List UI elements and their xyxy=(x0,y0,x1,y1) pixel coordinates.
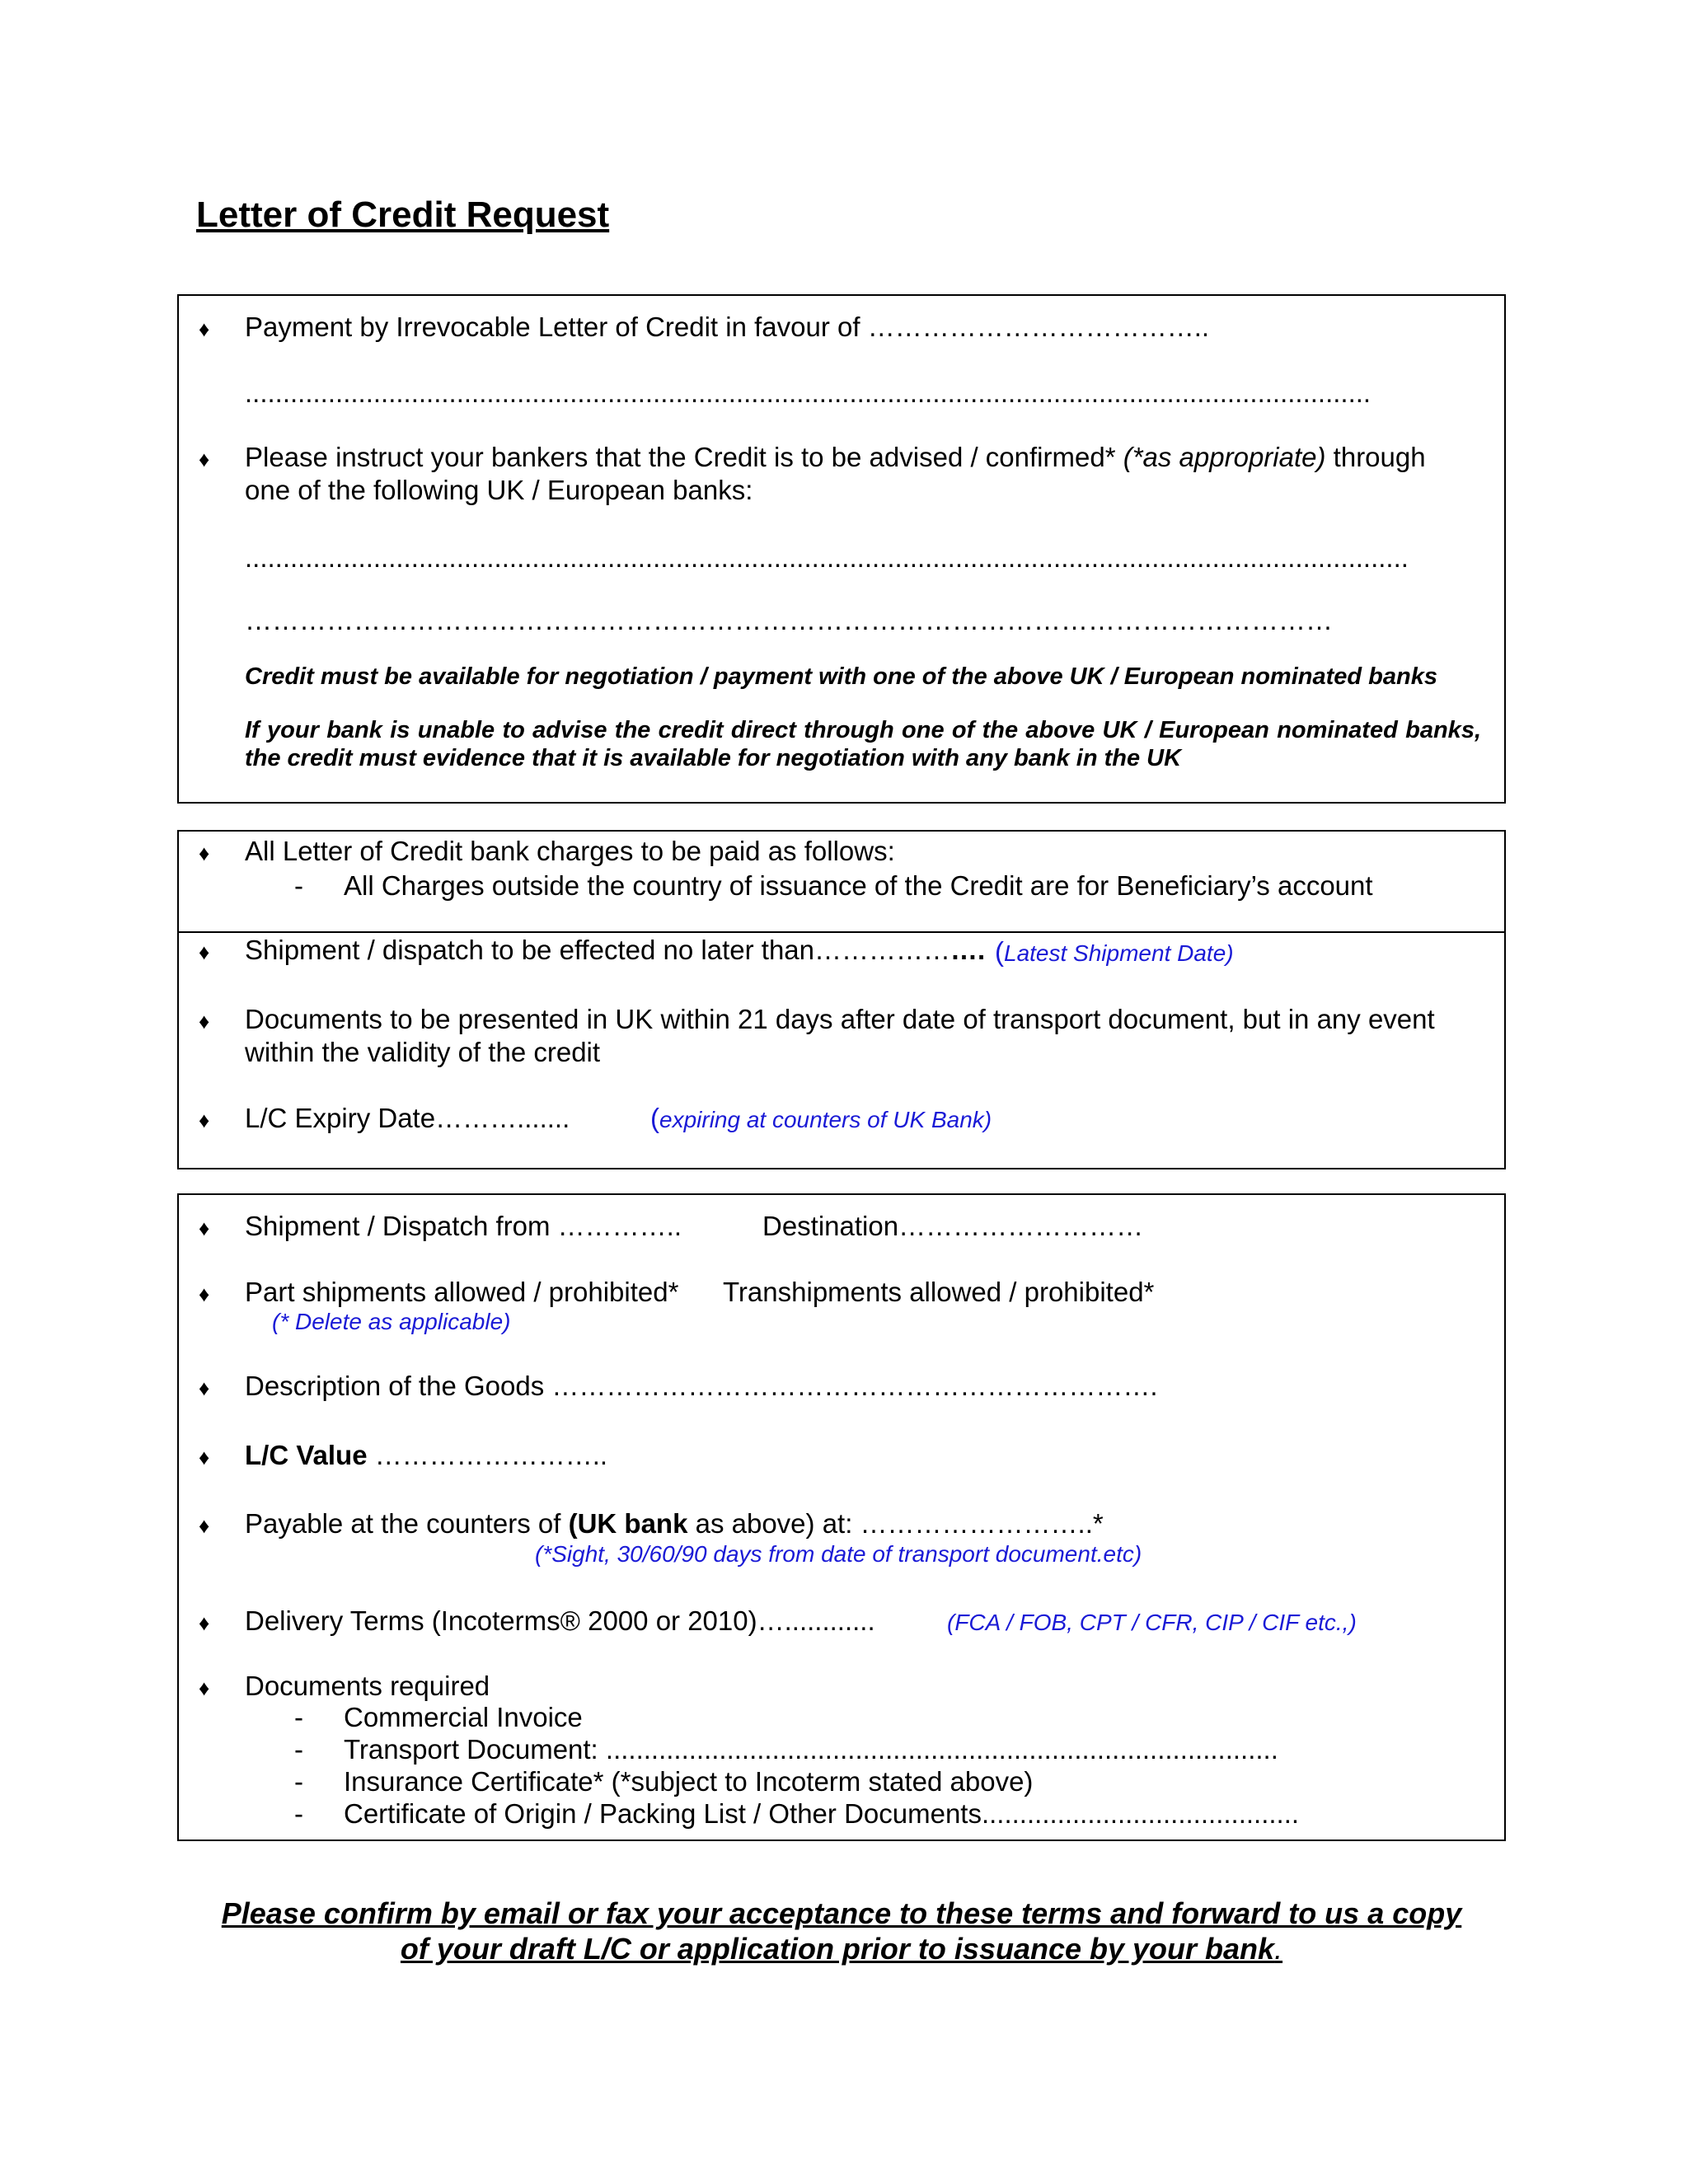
instruct-text: Please instruct your bankers that the Credit is to be advised / confirmed* xyxy=(245,442,1123,472)
availability-note: Credit must be available for negotiation / payment with one of the above UK / European nominated banks xyxy=(245,663,1437,690)
documents-required: Documents required xyxy=(245,1671,490,1701)
expiry-note xyxy=(650,1102,992,1137)
bullet-icon: ♦ xyxy=(199,1445,210,1469)
dash-icon: - xyxy=(294,1702,303,1732)
instruct-line-2: one of the following UK / European banks: xyxy=(245,475,753,505)
bank-field-1[interactable]: .......................................................................................................................................................... xyxy=(245,542,1409,573)
goods-description-field[interactable]: Description of the Goods …………………………………………………………. xyxy=(245,1371,1158,1401)
divider xyxy=(179,931,1504,933)
document-item[interactable]: Certificate of Origin / Packing List / Other Documents.......................................... xyxy=(344,1798,1300,1829)
documents-line: Documents to be presented in UK within 21 days after date of transport document, but in any event within the validity of the credit xyxy=(245,1004,1435,1067)
bullet-icon: ♦ xyxy=(199,1282,210,1306)
bullet-icon: ♦ xyxy=(199,940,210,964)
unable-note: If your bank is unable to advise the credit direct through one of the above UK / European nominated banks, the credit must evidence that it is available for negotiation with any bank in the UK xyxy=(245,717,1481,771)
shipment-note xyxy=(995,935,1234,970)
charges-sub: All Charges outside the country of issuance of the Credit are for Beneficiary’s account xyxy=(344,870,1373,901)
payable-field[interactable] xyxy=(245,1507,1104,1540)
transhipments[interactable]: Transhipments allowed / prohibited* xyxy=(723,1277,1155,1307)
favour-line[interactable]: Payment by Irrevocable Letter of Credit in favour of ……………………………….. xyxy=(245,312,1210,342)
instruct-line xyxy=(245,441,1426,474)
bank-field-2[interactable]: ………………………………………………………………………………………………………… xyxy=(245,605,1333,635)
bullet-icon: ♦ xyxy=(199,447,210,471)
bullet-icon: ♦ xyxy=(199,1610,210,1635)
destination-field[interactable]: Destination……………………… xyxy=(762,1211,1144,1241)
instruct-tail: through xyxy=(1325,442,1426,472)
bullet-icon: ♦ xyxy=(199,1675,210,1700)
delete-note: (* Delete as applicable) xyxy=(272,1309,511,1334)
expiry-note-open: ( xyxy=(650,1103,659,1133)
charges-line: All Letter of Credit bank charges to be paid as follows: xyxy=(245,836,895,866)
delivery-terms-field[interactable]: Delivery Terms (Incoterms® 2000 or 2010)…............ xyxy=(245,1605,875,1636)
page-title: Letter of Credit Request xyxy=(196,194,610,235)
shipment-line[interactable] xyxy=(245,934,985,967)
lc-value-dots: …………………….. xyxy=(367,1440,608,1470)
document-item[interactable]: Transport Document: ......................................................................................... xyxy=(344,1734,1278,1765)
dash-icon: - xyxy=(294,1798,303,1829)
delivery-note: (FCA / FOB, CPT / CFR, CIP / CIF etc.,) xyxy=(947,1610,1357,1635)
dash-icon: - xyxy=(294,870,303,901)
bullet-icon: ♦ xyxy=(199,1513,210,1538)
beneficiary-bank-section xyxy=(177,294,1506,804)
instruct-italic: (*as appropriate) xyxy=(1123,442,1326,472)
expiry-line[interactable]: L/C Expiry Date………....... xyxy=(245,1103,570,1133)
shipment-text: Shipment / dispatch to be effected no later than…………… xyxy=(245,935,951,965)
lc-value-field[interactable] xyxy=(245,1439,607,1472)
dispatch-from-field[interactable]: Shipment / Dispatch from ………….. xyxy=(245,1211,682,1241)
payable-bold: (UK bank xyxy=(568,1508,688,1539)
confirmation-footer xyxy=(177,1896,1506,1966)
bullet-icon: ♦ xyxy=(199,841,210,865)
document-item: Commercial Invoice xyxy=(344,1702,583,1732)
bullet-icon: ♦ xyxy=(199,1009,210,1033)
payable-pre: Payable at the counters of xyxy=(245,1508,569,1539)
dash-icon: - xyxy=(294,1766,303,1797)
footer-line-2 xyxy=(177,1931,1506,1966)
favour-dots-field[interactable]: ..................................................................................................................................................... xyxy=(245,377,1372,408)
footer-line-2-text: of your draft L/C or application prior to issuance by your bank xyxy=(400,1932,1275,1966)
footer-line-1: Please confirm by email or fax your acceptance to these terms and forward to us a copy xyxy=(221,1896,1462,1930)
bullet-icon: ♦ xyxy=(199,1108,210,1132)
document-item: Insurance Certificate* (*subject to Incoterm stated above) xyxy=(344,1766,1034,1797)
bullet-icon: ♦ xyxy=(199,1216,210,1240)
part-shipments[interactable]: Part shipments allowed / prohibited* xyxy=(245,1277,679,1307)
bullet-icon: ♦ xyxy=(199,1376,210,1400)
goods-documents-section xyxy=(177,1193,1506,1841)
footer-period: . xyxy=(1274,1932,1283,1966)
charges-shipment-section xyxy=(177,830,1506,1169)
dash-icon: - xyxy=(294,1734,303,1765)
payable-post: as above) at: ……………………..* xyxy=(687,1508,1104,1539)
lc-value-label: L/C Value xyxy=(245,1440,368,1470)
bullet-icon: ♦ xyxy=(199,316,210,341)
shipment-dots: …. xyxy=(950,935,986,965)
shipment-note-open: ( xyxy=(995,936,1004,967)
shipment-note-text: Latest Shipment Date) xyxy=(1004,940,1234,966)
payable-note: (*Sight, 30/60/90 days from date of transport document.etc) xyxy=(535,1541,1142,1567)
expiry-note-text: expiring at counters of UK Bank) xyxy=(659,1107,992,1132)
